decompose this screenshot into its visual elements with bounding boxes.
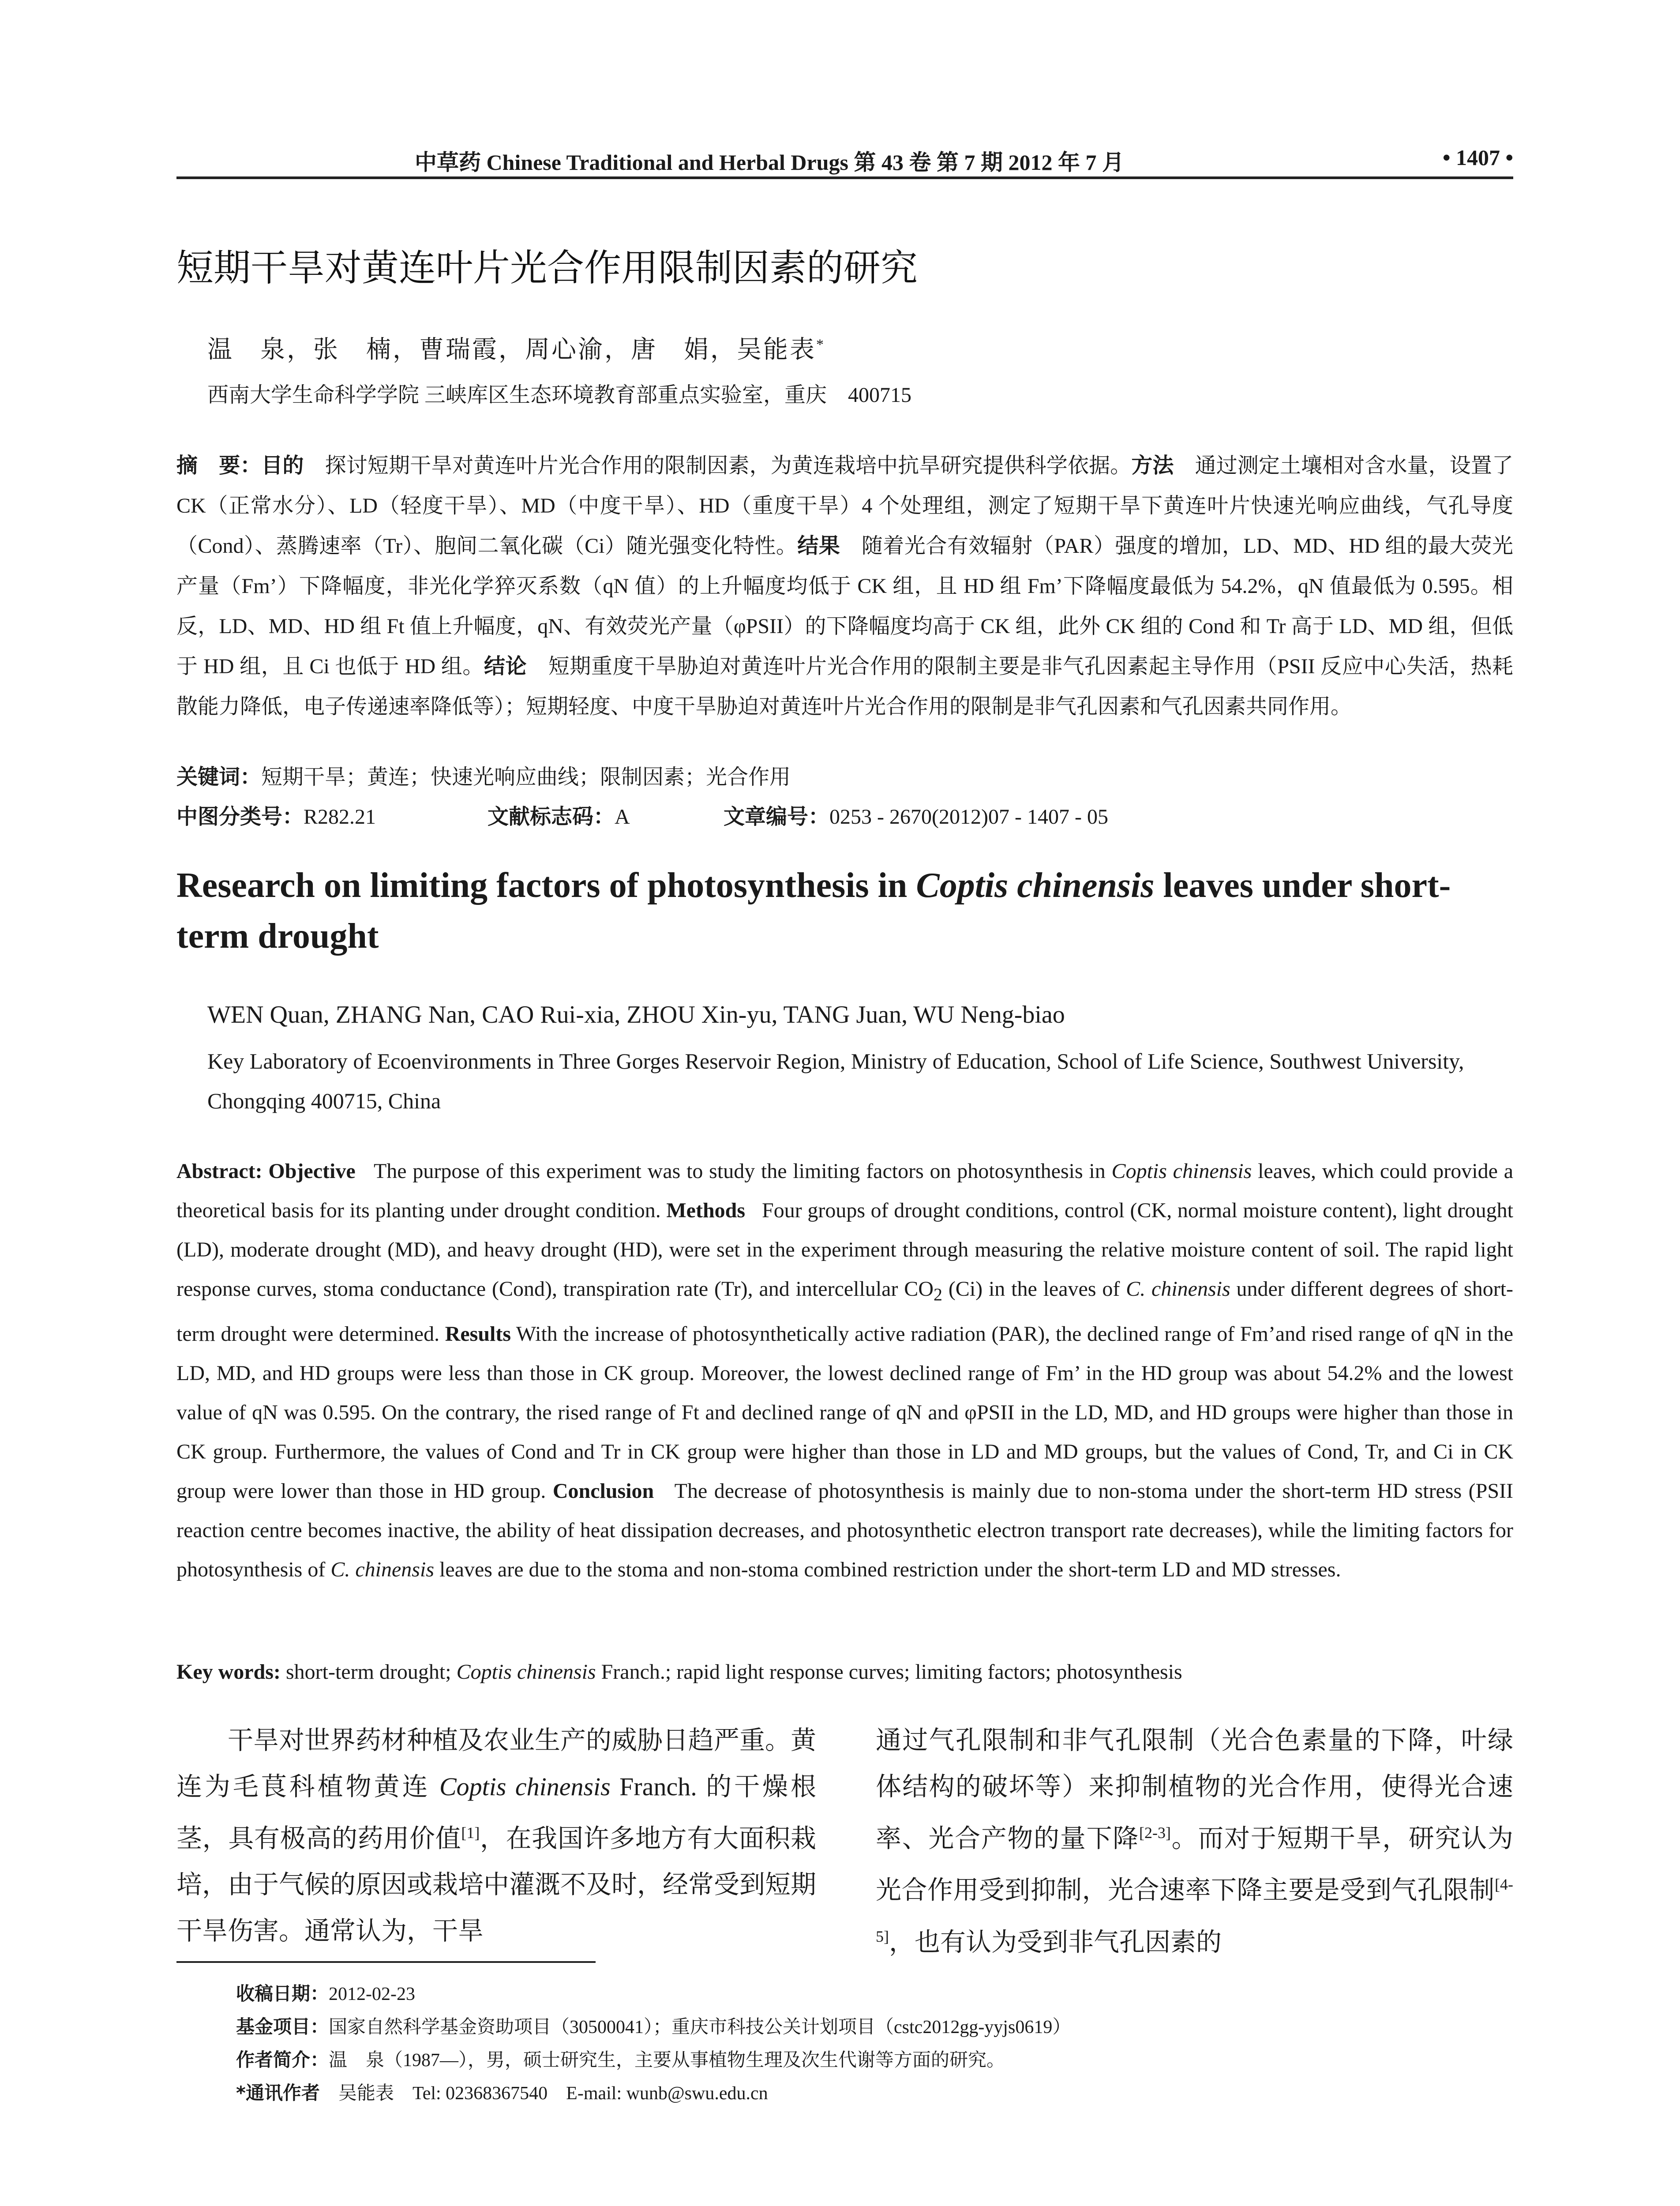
results-label: 结果 — [797, 533, 840, 558]
conclusion-text: 短期重度干旱胁迫对黄连叶片光合作用的限制主要是非气孔因素起主导作用（PSII 反应中心失活，热耗散能力降低，电子传递速率降低等）；短期轻度、中度干旱胁迫对黄连叶片光合作用的限制是非气孔因素和气孔因素共同作用。 — [176, 655, 1513, 718]
clc-value: R282.21 — [304, 805, 376, 829]
conclusion-label: Conclusion — [552, 1479, 654, 1503]
body-text: Franch. 的干燥根茎，具有极高的药用价值 — [176, 1772, 817, 1853]
citation: [2-3] — [1139, 1824, 1171, 1842]
objective-text: 探讨短期干旱对黄连叶片光合作用的限制因素，为黄连栽培中抗旱研究提供科学依据。 — [325, 454, 1132, 477]
objective-label: 目的 — [261, 453, 304, 478]
body-text: 干旱对世界药材种植及农业生产的威胁日趋严重。黄连为毛茛科植物黄连 — [176, 1726, 817, 1801]
chinese-keywords — [176, 760, 791, 790]
english-authors: WEN Quan, ZHANG Nan, CAO Rui-xia, ZHOU Xin-yu, TANG Juan, WU Neng-biao — [207, 1001, 1065, 1028]
species-name: C. chinensis — [1126, 1277, 1230, 1301]
objective-text: leaves, which could provide a theoretical basis for its planting under drought condition. — [176, 1159, 1513, 1222]
species-name: Coptis chinensis — [1111, 1159, 1252, 1183]
title-species: Coptis chinensis — [916, 866, 1155, 905]
body-column-left — [176, 1717, 816, 1954]
author-bio-label: 作者简介： — [236, 2049, 329, 2071]
running-header — [176, 140, 1513, 176]
citation: [4-5] — [876, 1876, 1513, 1945]
abstract-label: 摘 要： — [176, 453, 262, 478]
fund-info — [236, 2011, 1515, 2044]
english-affiliation: Key Laboratory of Ecoenvironments in Three Gorges Reservoir Region, Ministry of Education, School of Life Science, Southwest University, Chongqing 400715, China — [207, 1049, 1464, 1113]
objective-text: The purpose of this experiment was to study the limiting factors on photosynthesis in — [373, 1159, 1112, 1183]
keywords-label: 关键词： — [176, 765, 262, 789]
keywords-text: Franch.; rapid light response curves; limiting factors; photosynthesis — [596, 1660, 1182, 1684]
chinese-authors — [207, 330, 825, 365]
footnotes — [236, 1977, 1515, 2110]
author-bio — [236, 2044, 1515, 2077]
chinese-title: 短期干旱对黄连叶片光合作用限制因素的研究 — [176, 246, 918, 289]
species-name: Coptis chinensis — [439, 1772, 611, 1801]
corresponding-value: 吴能表 Tel: 02368367540 E-mail: wunb@swu.edu.cn — [338, 2083, 768, 2104]
conclusion-label: 结论 — [484, 654, 527, 679]
keywords-text: short-term drought; — [280, 1660, 457, 1684]
document-code-value: A — [615, 805, 630, 829]
keywords-text: 短期干旱；黄连；快速光响应曲线；限制因素；光合作用 — [261, 765, 791, 789]
article-number — [724, 799, 1108, 830]
article-number-label: 文章编号： — [724, 804, 830, 829]
english-title — [176, 860, 1513, 962]
title-part: Research on limiting factors of photosynthesis in — [176, 866, 916, 905]
document-code-label: 文献标志码： — [488, 804, 615, 829]
citation: [1] — [461, 1824, 480, 1842]
corresponding-label: *通讯作者 — [236, 2082, 320, 2104]
english-keywords — [176, 1660, 1182, 1684]
methods-text: 通过测定土壤相对含水量，设置了 CK（正常水分）、LD（轻度干旱）、MD（中度干旱）、HD（重度干旱）4 个处理组，测定了短期干旱下黄连叶片快速光响应曲线，气孔导度（Cond）、蒸腾速率（Tr）、胞间二氧化碳（Ci）随光强变化特性。 — [176, 454, 1513, 558]
body-text: ，在我国许多地方有大面积栽培，由于气候的原因或栽培中灌溉不及时，经常受到短期干旱伤害。通常认为，干旱 — [176, 1824, 817, 1946]
chinese-abstract — [176, 446, 1513, 727]
chinese-affiliation: 西南大学生命科学学院 三峡库区生态环境教育部重点实验室，重庆 400715 — [207, 383, 912, 407]
author-bio-value: 温 泉（1987—），男，硕士研究生，主要从事植物生理及次生代谢等方面的研究。 — [329, 2050, 1005, 2071]
clc-label: 中图分类号： — [176, 804, 304, 829]
author-list: 温 泉，张 楠，曹瑞霞，周心渝，唐 娟，吴能表 — [207, 336, 816, 364]
methods-text: Four groups of drought conditions, control (CK, normal moisture content), light drought (LD), moderate drought (MD), and heavy drought (HD), were set in the experiment through measuring the relative moisture content of soil. The rapid light response curves, stoma conductance (Cond), transpiration rate (Tr), and intercellular CO — [176, 1199, 1514, 1301]
fund-label: 基金项目： — [236, 2016, 329, 2037]
body-text: 通过气孔限制和非气孔限制（光合色素量的下降，叶绿体结构的破坏等）来抑制植物的光合作用，使得光合速率、光合产物的量下降 — [876, 1726, 1513, 1853]
species-name: Coptis chinensis — [456, 1660, 596, 1684]
received-value: 2012-02-23 — [329, 1984, 415, 2004]
objective-label: Abstract: Objective — [176, 1159, 356, 1183]
body-column-right — [876, 1717, 1513, 1965]
body-text: ，也有认为受到非气孔因素的 — [889, 1927, 1222, 1956]
received-label: 收稿日期： — [236, 1983, 329, 2004]
received-date — [236, 1977, 1515, 2011]
corresponding-author — [236, 2077, 1515, 2110]
clc-number — [176, 799, 376, 830]
header-rule — [176, 176, 1513, 179]
document-code — [488, 799, 630, 830]
page-number: • 1407 • — [1442, 145, 1513, 170]
methods-text: (Ci) in the leaves of — [942, 1277, 1126, 1301]
subscript: 2 — [933, 1284, 942, 1305]
conclusion-text: leaves are due to the stoma and non-stoma combined restriction under the short-term LD and MD stresses. — [434, 1557, 1341, 1581]
keywords-label: Key words: — [176, 1660, 281, 1684]
classification-line — [176, 799, 1513, 830]
title-part: leaves under short-term drought — [176, 866, 1451, 956]
english-abstract — [176, 1152, 1513, 1589]
species-name: C. chinensis — [330, 1557, 434, 1581]
footnote-rule — [176, 1961, 596, 1963]
article-number-value: 0253 - 2670(2012)07 - 1407 - 05 — [829, 805, 1108, 829]
conclusion-text: The decrease of photosynthesis is mainly due to non-stoma under the short-term HD stress (PSII reaction centre becomes inactive, the ability of heat dissipation decreases, and photosynthetic electron transport rate decreases), while the limiting factors for photosynthesis of — [176, 1479, 1514, 1581]
body-text: 。而对于短期干旱，研究认为光合作用受到抑制，光合速率下降主要是受到气孔限制 — [876, 1824, 1513, 1905]
methods-label: 方法 — [1131, 453, 1174, 478]
results-label: Results — [445, 1322, 511, 1346]
results-text: 随着光合有效辐射（PAR）强度的增加，LD、MD、HD 组的最大荧光产量（Fm’）下降幅度，非光化学猝灭系数（qN 值）的上升幅度均低于 CK 组，且 HD 组 Fm’下降幅度最低为 54.2%，qN 值最低为 0.595。相反，LD、MD、HD 组 Ft 值上升幅度，qN、有效荧光产量（φPSII）的下降幅度均高于 CK 组，此外 CK 组的 Cond 和 Tr 高于 LD、MD 组，但低于 HD 组，且 Ci 也低于 HD 组。 — [176, 534, 1513, 678]
methods-label: Methods — [666, 1199, 746, 1222]
corresponding-mark: * — [816, 336, 825, 353]
fund-value: 国家自然科学基金资助项目（30500041）；重庆市科技公关计划项目（cstc2012gg-yyjs0619） — [329, 2017, 1071, 2037]
journal-header: 中草药 Chinese Traditional and Herbal Drugs 第 43 卷 第 7 期 2012 年 7 月 — [415, 150, 1124, 175]
results-text: With the increase of photosynthetically active radiation (PAR), the declined range of Fm’and rised range of qN in the LD, MD, and HD groups were less than those in CK group. Moreover, the lowest declined range of Fm’ in the HD group was about 54.2% and the lowest value of qN was 0.595. On the contrary, the rised range of Ft and declined range of qN and φPSII in the LD, MD, and HD groups were higher than those in CK group. Furthermore, the values of Cond and Tr in CK group were higher than those in LD and MD groups, but the values of Cond, Tr, and Ci in CK group were lower than those in HD group. — [176, 1322, 1514, 1503]
methods-text: under different degrees of short-term drought were determined. — [176, 1277, 1513, 1346]
